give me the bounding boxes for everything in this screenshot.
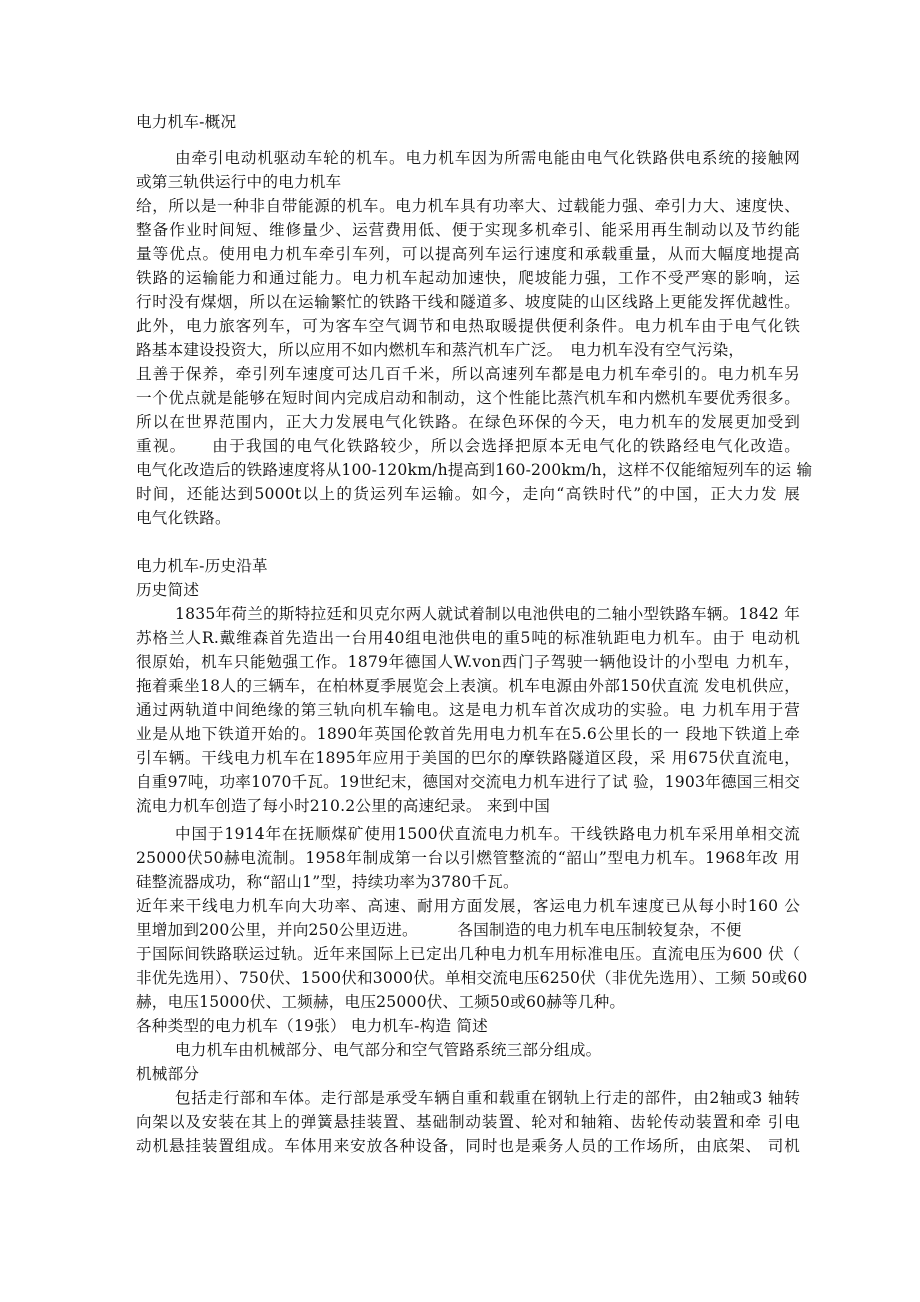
paragraph-line: 一个优点就是能够在短时间内完成启动和制动，这个性能比蒸汽机车和内燃机车要优秀很多。 <box>136 389 800 407</box>
paragraph-line: 于国际间铁路联运过轨。近年来国际上已定出几种电力机车用标准电压。直流电压为600 伏（ <box>136 945 800 963</box>
paragraph-line: 所以在世界范围内，正大力发展电气化铁路。在绿色环保的今天，电力机车的发展更加受到 <box>136 413 800 431</box>
paragraph-line: 行时没有煤烟，所以在运输繁忙的铁路干线和隧道多、坡度陡的山区线路上更能发挥优越性。 <box>136 293 800 311</box>
paragraph-line: 非优先选用）、750伏、1500伏和3000伏。单相交流电压6250伏（非优先选用）、工频 50或60 <box>136 969 808 987</box>
paragraph-line: 给，所以是一种非自带能源的机车。电力机车具有功率大、过载能力强、牵引力大、速度快、 <box>136 197 800 215</box>
image-caption-and-heading: 各种类型的电力机车（19张） 电力机车-构造 简述 <box>136 1017 488 1035</box>
paragraph-line: 很原始，机车只能勉强工作。1879年德国人W.von西门子驾驶一辆他设计的小型电 力机车， <box>136 653 800 671</box>
paragraph-line: 此外，电力旅客列车，可为客车空气调节和电热取暖提供便利条件。电力机车由于电气化铁 <box>136 317 800 335</box>
paragraph-line: 赫，电压15000伏、工频赫，电压25000伏、工频50或60赫等几种。 <box>136 993 626 1011</box>
paragraph-line: 电气化铁路。 <box>136 509 231 527</box>
paragraph-line: 拖着乘坐18人的三辆车，在柏林夏季展览会上表演。机车电源由外部150伏直流 发电机供应， <box>136 677 800 695</box>
paragraph-line: 近年来干线电力机车向大功率、高速、耐用方面发展，客运电力机车速度已从每小时160 公 <box>136 897 800 915</box>
paragraph-line: 向架以及安装在其上的弹簧悬挂装置、基础制动装置、轮对和轴箱、齿轮传动装置和牵 引电 <box>136 1113 800 1131</box>
paragraph-line: 整备作业时间短、维修量少、运营费用低、便于实现多机牵引、能采用再生制动以及节约能 <box>136 221 800 239</box>
paragraph-line: 由牵引电动机驱动车轮的机车。电力机车因为所需电能由电气化铁路供电系统的接触网 <box>175 149 800 167</box>
paragraph-line: 或第三轨供运行中的电力机车 <box>136 173 342 191</box>
section-heading-overview: 电力机车-概况 <box>136 113 237 131</box>
paragraph-line: 重视。 由于我国的电气化铁路较少，所以会选择把原本无电气化的铁路经电气化改造。 <box>136 437 800 455</box>
paragraph-line: 电力机车由机械部分、电气部分和空气管路系统三部分组成。 <box>175 1041 602 1059</box>
paragraph-line: 25000伏50赫电流制。1958年制成第一台以引燃管整流的“韶山”型电力机车。1968年改 用 <box>136 849 800 867</box>
paragraph-line: 铁路的运输能力和通过能力。电力机车起动加速快，爬坡能力强，工作不受严寒的影响，运 <box>136 269 800 287</box>
paragraph-line: 苏格兰人R.戴维森首先造出一台用40组电池供电的重5吨的标准轨距电力机车。由于 电动机 <box>136 629 800 647</box>
paragraph-line: 里增加到200公里，并向250公里迈进。 各国制造的电力机车电压制较复杂，不便 <box>136 921 742 939</box>
paragraph-line: 业是从地下铁道开始的。1890年英国伦敦首先用电力机车在5.6公里长的一 段地下铁道上牵 <box>136 725 800 743</box>
section-heading-history: 电力机车-历史沿革 <box>136 557 268 575</box>
paragraph-line: 中国于1914年在抚顺煤矿使用1500伏直流电力机车。干线铁路电力机车采用单相交流 <box>175 825 800 843</box>
paragraph-line: 量等优点。使用电力机车牵引车列，可以提高列车运行速度和承载重量，从而大幅度地提高 <box>136 245 800 263</box>
subheading-history-brief: 历史简述 <box>136 581 200 599</box>
paragraph-line: 包括走行部和车体。走行部是承受车辆自重和载重在钢轨上行走的部件，由2轴或3 轴转 <box>175 1089 800 1107</box>
paragraph-line: 动机悬挂装置组成。车体用来安放各种设备，同时也是乘务人员的工作场所，由底架、 司机 <box>136 1137 800 1155</box>
paragraph-line: 通过两轨道中间绝缘的第三轨向机车输电。这是电力机车首次成功的实验。电 力机车用于营 <box>136 701 800 719</box>
paragraph-line: 时间，还能达到5000t以上的货运列车运输。如今，走向“高铁时代”的中国，正大力发 展 <box>136 485 800 503</box>
paragraph-line: 硅整流器成功，称“韶山1”型，持续功率为3780千瓦。 <box>136 873 519 891</box>
paragraph-line: 引车辆。干线电力机车在1895年应用于美国的巴尔的摩铁路隧道区段，采 用675伏直流电， <box>136 749 800 767</box>
paragraph-line: 自重97吨，功率1070千瓦。19世纪末，德国对交流电力机车进行了试 验，1903年德国三相交 <box>136 773 800 791</box>
paragraph-line: 路基本建设投资大，所以应用不如内燃机车和蒸汽机车广泛。 电力机车没有空气污染， <box>136 341 745 359</box>
paragraph-line: 1835年荷兰的斯特拉廷和贝克尔两人就试着制以电池供电的二轴小型铁路车辆。1842 年 <box>175 605 800 623</box>
paragraph-line: 电气化改造后的铁路速度将从100-120km/h提高到160-200km/h，这样不仅能缩短列车的运 输 <box>136 461 813 479</box>
subheading-mechanical: 机械部分 <box>136 1065 200 1083</box>
paragraph-line: 流电力机车创造了每小时210.2公里的高速纪录。 来到中国 <box>136 797 551 815</box>
paragraph-line: 且善于保养，牵引列车速度可达几百千米，所以高速列车都是电力机车牵引的。电力机车另 <box>136 365 800 383</box>
